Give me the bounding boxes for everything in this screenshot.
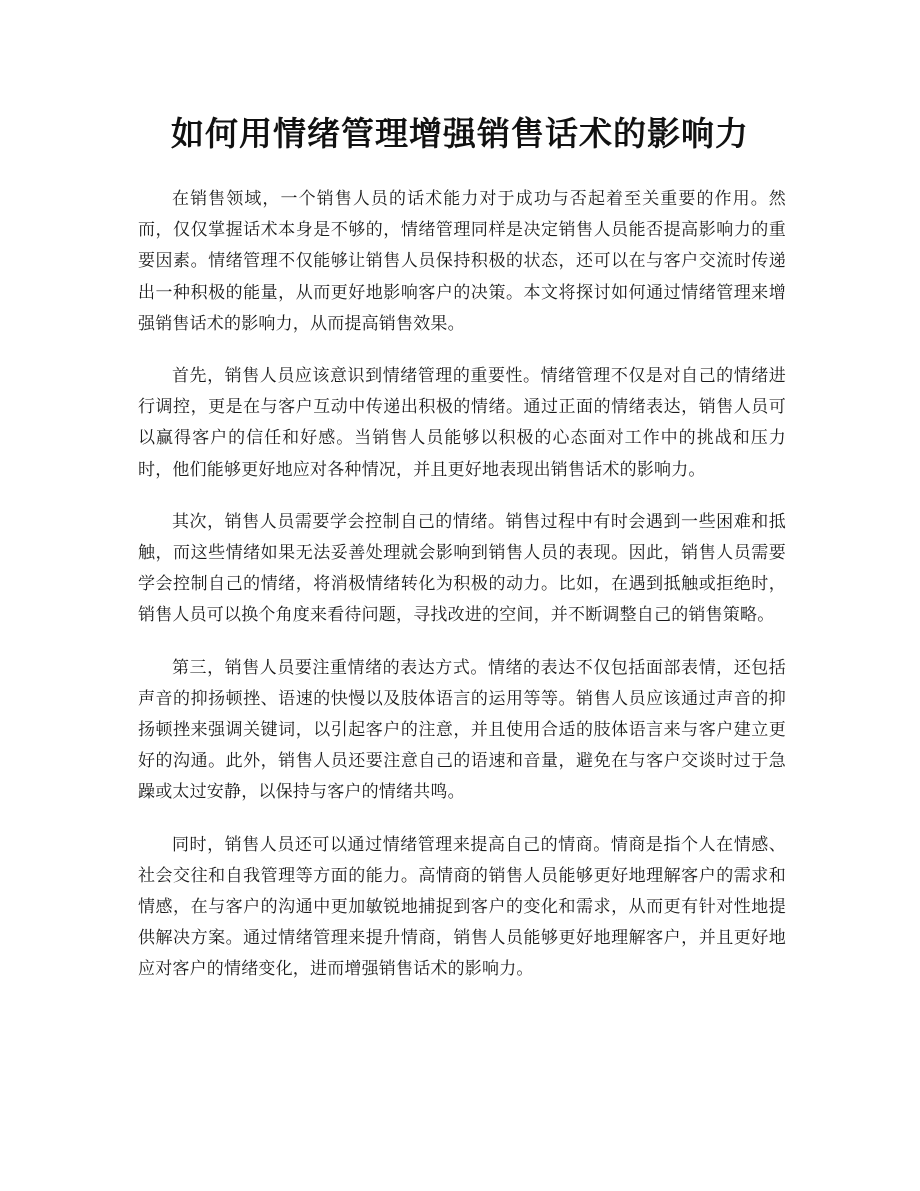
paragraph-first: 首先，销售人员应该意识到情绪管理的重要性。情绪管理不仅是对自己的情绪进行调控，更是在与客户互动中传递出积极的情绪。通过正面的情绪表达，销售人员可以赢得客户的信任和好感。当销售人员能够以积极的心态面对工作中的挑战和压力时，他们能够更好地应对各种情况，并且更好地表现出销售话术的影响力。	[138, 366, 786, 480]
document-title: 如何用情绪管理增强销售话术的影响力	[171, 114, 749, 153]
paragraph-third: 第三，销售人员要注重情绪的表达方式。情绪的表达不仅包括面部表情，还包括声音的抑扬顿挫、语速的快慢以及肢体语言的运用等等。销售人员应该通过声音的抑扬顿挫来强调关键词，以引起客户的注意，并且使用合适的肢体语言来与客户建立更好的沟通。此外，销售人员还要注意自己的语速和音量，避免在与客户交谈时过于急躁或太过安静，以保持与客户的情绪共鸣。	[138, 657, 786, 803]
paragraph-meanwhile: 同时，销售人员还可以通过情绪管理来提高自己的情商。情商是指个人在情感、社会交往和自我管理等方面的能力。高情商的销售人员能够更好地理解客户的需求和情感，在与客户的沟通中更加敏锐地捕捉到客户的变化和需求，从而更有针对性地提供解决方案。通过情绪管理来提升情商，销售人员能够更好地理解客户，并且更好地应对客户的情绪变化，进而增强销售话术的影响力。	[138, 834, 786, 980]
paragraph-second: 其次，销售人员需要学会控制自己的情绪。销售过程中有时会遇到一些困难和抵触，而这些情绪如果无法妥善处理就会影响到销售人员的表现。因此，销售人员需要学会控制自己的情绪，将消极情绪转化为积极的动力。比如，在遇到抵触或拒绝时，销售人员可以换个角度来看待问题，寻找改进的空间，并不断调整自己的销售策略。	[138, 511, 786, 626]
paragraph-intro: 在销售领域，一个销售人员的话术能力对于成功与否起着至关重要的作用。然而，仅仅掌握话术本身是不够的，情绪管理同样是决定销售人员能否提高影响力的重要因素。情绪管理不仅能够让销售人员保持积极的状态，还可以在与客户交流时传递出一种积极的能量，从而更好地影响客户的决策。本文将探讨如何通过情绪管理来增强销售话术的影响力，从而提高销售效果。	[138, 189, 786, 334]
document-body	[138, 184, 786, 1007]
